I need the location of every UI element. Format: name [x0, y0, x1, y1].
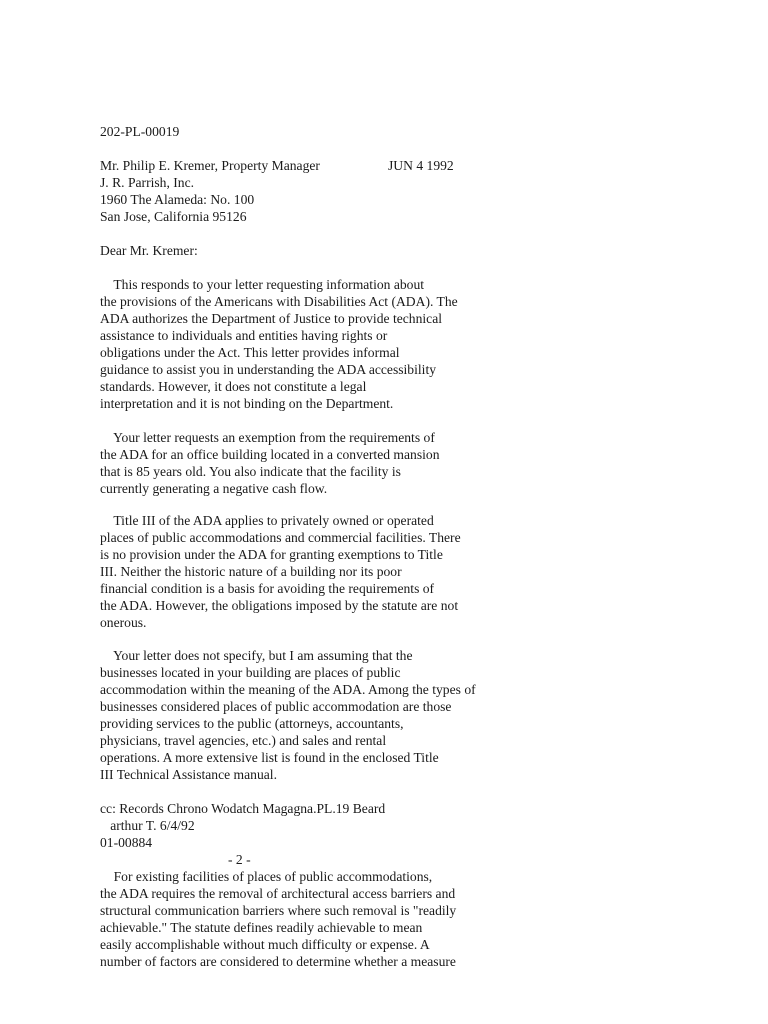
- paragraph-line: the ADA requires the removal of architectural access barriers and: [100, 886, 456, 901]
- recipient-name: Mr. Philip E. Kremer, Property Manager: [100, 158, 320, 173]
- paragraph-line: obligations under the Act. This letter provides informal: [100, 345, 400, 360]
- paragraph-line: standards. However, it does not constitute a legal: [100, 379, 367, 394]
- paragraph-line: places of public accommodations and commercial facilities. There: [100, 530, 461, 545]
- paragraph-line: For existing facilities of places of public accommodations,: [100, 869, 433, 884]
- paragraph-line: ADA authorizes the Department of Justice to provide technical: [100, 311, 443, 326]
- page-number: - 2 -: [228, 852, 251, 867]
- paragraph-line: physicians, travel agencies, etc.) and sales and rental: [100, 733, 387, 748]
- paragraph-line: onerous.: [100, 615, 147, 630]
- recipient-company: J. R. Parrish, Inc.: [100, 175, 195, 190]
- paragraph-line: the provisions of the Americans with Disabilities Act (ADA). The: [100, 294, 458, 309]
- paragraph-line: interpretation and it is not binding on the Department.: [100, 396, 394, 411]
- paragraph-line: the ADA for an office building located in a converted mansion: [100, 447, 440, 462]
- paragraph-line: is no provision under the ADA for granting exemptions to Title: [100, 547, 443, 562]
- paragraph-line: achievable." The statute defines readily achievable to mean: [100, 920, 423, 935]
- cc-line: cc: Records Chrono Wodatch Magagna.PL.19 Beard: [100, 801, 386, 816]
- paragraph-line: operations. A more extensive list is found in the enclosed Title: [100, 750, 439, 765]
- recipient-address-line1: 1960 The Alameda: No. 100: [100, 192, 255, 207]
- paragraph-line: currently generating a negative cash flow.: [100, 481, 328, 496]
- paragraph-line: businesses located in your building are places of public: [100, 665, 401, 680]
- file-number: 202-PL-00019: [100, 124, 180, 139]
- salutation: Dear Mr. Kremer:: [100, 243, 198, 258]
- paragraph-line: Your letter requests an exemption from the requirements of: [100, 430, 435, 445]
- paragraph-line: structural communication barriers where such removal is "readily: [100, 903, 457, 918]
- paragraph-line: easily accomplishable without much difficulty or expense. A: [100, 937, 430, 952]
- paragraph-line: guidance to assist you in understanding the ADA accessibility: [100, 362, 437, 377]
- paragraph-line: Title III of the ADA applies to privately owned or operated: [100, 513, 434, 528]
- paragraph-line: that is 85 years old. You also indicate that the facility is: [100, 464, 401, 479]
- letter-date: JUN 4 1992: [388, 158, 454, 173]
- paragraph-line: This responds to your letter requesting information about: [100, 277, 425, 292]
- paragraph-line: III. Neither the historic nature of a building nor its poor: [100, 564, 402, 579]
- paragraph-line: III Technical Assistance manual.: [100, 767, 277, 782]
- paragraph-line: assistance to individuals and entities having rights or: [100, 328, 388, 343]
- paragraph-line: financial condition is a basis for avoiding the requirements of: [100, 581, 435, 596]
- paragraph-line: Your letter does not specify, but I am assuming that the: [100, 648, 413, 663]
- paragraph-line: businesses considered places of public accommodation are those: [100, 699, 452, 714]
- paragraph-line: providing services to the public (attorneys, accountants,: [100, 716, 404, 731]
- cc-line: 01-00884: [100, 835, 153, 850]
- paragraph-line: the ADA. However, the obligations imposed by the statute are not: [100, 598, 459, 613]
- recipient-address-line2: San Jose, California 95126: [100, 209, 247, 224]
- cc-line: arthur T. 6/4/92: [100, 818, 195, 833]
- paragraph-line: accommodation within the meaning of the ADA. Among the types of: [100, 682, 476, 697]
- paragraph-line: number of factors are considered to determine whether a measure: [100, 954, 456, 969]
